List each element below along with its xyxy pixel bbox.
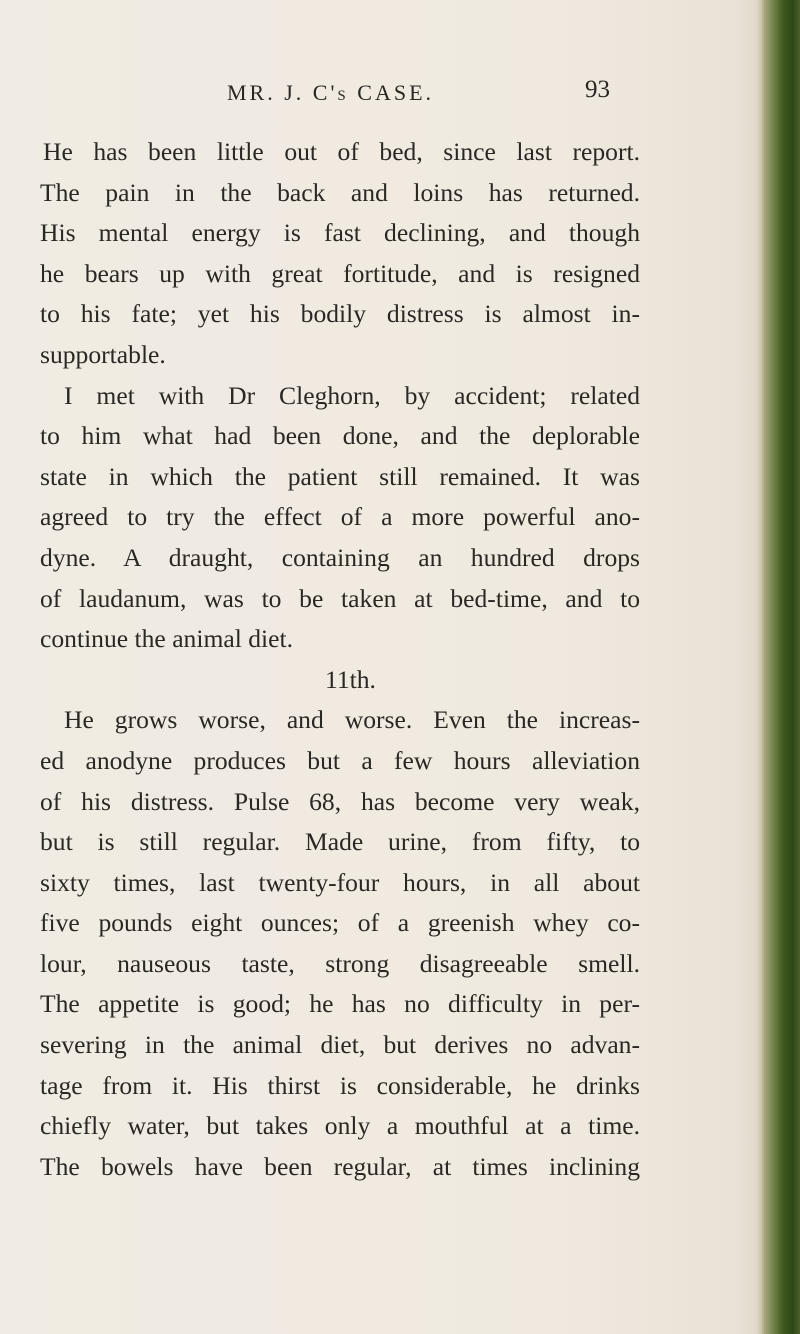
- text-line: The appetite is good; he has no difficulty in per-: [40, 989, 640, 1019]
- text-line: of his distress. Pulse 68, has become very weak,: [40, 786, 640, 816]
- text-line: The pain in the back and loins has returned.: [40, 177, 640, 207]
- text-line: five pounds eight ounces; of a greenish whey co-: [40, 908, 640, 938]
- text-line: lour, nauseous taste, strong disagreeable smell.: [40, 948, 640, 978]
- text-line: chiefly water, but takes only a mouthful at a time.: [40, 1111, 640, 1141]
- body-text: [40, 132, 640, 1187]
- text-line: continue the animal diet.: [40, 624, 294, 654]
- text-line: to him what had been done, and the deplorable: [40, 421, 640, 451]
- text-line: of laudanum, was to be taken at bed-time, and to: [40, 583, 640, 613]
- text-line: supportable.: [40, 339, 166, 369]
- text-line: tage from it. His thirst is considerable, he drinks: [40, 1070, 640, 1100]
- running-title: MR. J. C's CASE.: [227, 80, 435, 105]
- book-spine-edge: [762, 0, 800, 1334]
- text-line: I met with Dr Cleghorn, by accident; related: [64, 380, 640, 410]
- text-line: The bowels have been regular, at times inclining: [40, 1151, 640, 1181]
- text-line: he bears up with great fortitude, and is resigned: [40, 258, 640, 288]
- text-line: He grows worse, and worse. Even the increas-: [64, 705, 640, 735]
- page-number: 93: [585, 76, 610, 103]
- text-line: severing in the animal diet, but derives no advan-: [40, 1030, 640, 1060]
- text-line: to his fate; yet his bodily distress is almost in-: [40, 299, 640, 329]
- text-line: His mental energy is fast declining, and though: [40, 218, 640, 248]
- text-line: state in which the patient still remained. It was: [40, 461, 640, 491]
- text-line: ed anodyne produces but a few hours alleviation: [40, 745, 640, 775]
- text-line: sixty times, last twenty-four hours, in all about: [40, 867, 640, 897]
- text-line: dyne. A draught, containing an hundred drops: [40, 542, 640, 572]
- entry-date: 11th.: [325, 664, 376, 694]
- text-line: agreed to try the effect of a more powerful ano-: [40, 502, 640, 532]
- text-line: but is still regular. Made urine, from fifty, to: [40, 827, 640, 857]
- text-line: He has been little out of bed, since last report.: [43, 137, 640, 166]
